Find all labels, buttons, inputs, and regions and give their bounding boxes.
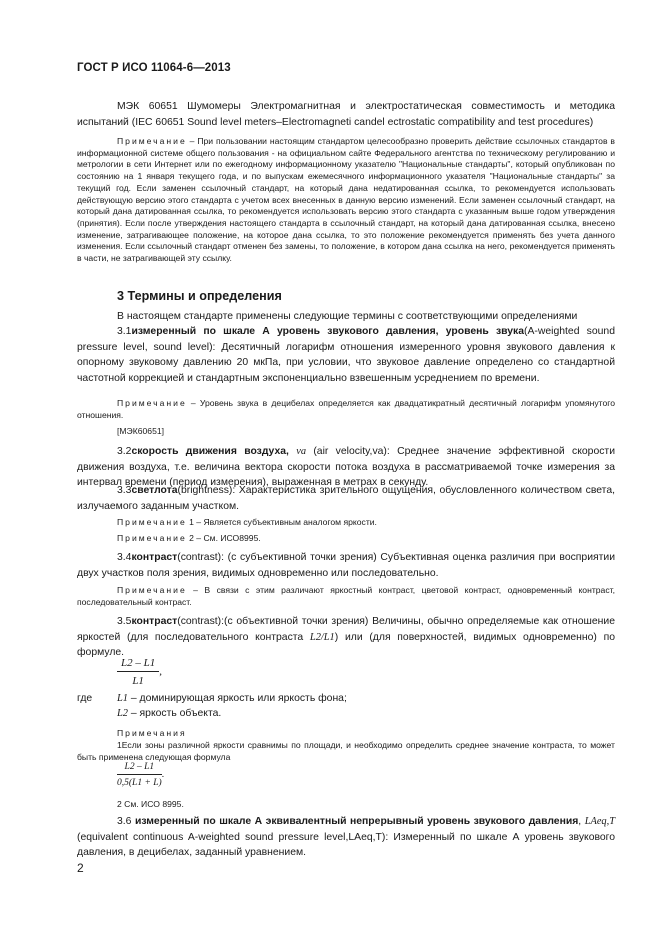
document-header: ГОСТ Р ИСО 11064-6—2013 bbox=[77, 62, 231, 74]
term-number: 3.3 bbox=[117, 485, 132, 496]
reference-mek-60651: МЭК 60651 Шумомеры Электромагнитная и электростатическая совместимость и методика испытаний (IEC 60651 Sound level meters–Electromagneti candel ectrostatic compatibility and test procedures) bbox=[77, 101, 615, 128]
term-3-1 bbox=[77, 324, 615, 386]
where-item-2 bbox=[117, 708, 221, 719]
symbol: L1 bbox=[117, 693, 128, 704]
term-3-5 bbox=[77, 614, 615, 661]
term-symbol: LAeq,T bbox=[584, 816, 615, 827]
ratio-symbol: L2/L1 bbox=[309, 631, 335, 643]
term-3-4 bbox=[77, 550, 615, 581]
term-3-6: 3.6 измеренный по шкале А эквивалентный непрерывный уровень звукового давления, LAeq,T (equivalent continuous A-weighted sound pressure level,LAeq,T): Измеренный по шкале А уровень звукового давления, в децибелах, заданный уравнением. bbox=[77, 816, 615, 859]
term-definition: (A-weighted sound pressure level, sound level): Десятичный логарифм отношения измеренного уровня звукового давления к опорному звуковому давлению 20 мкПа, при условии, что звуковое давление определено со стандартной частотной коррекцией и стандартным экспоненциально взвешенным усреднением по времени. bbox=[77, 326, 615, 384]
where-text: – яркость объекта. bbox=[127, 708, 222, 719]
term-definition-end: ) или (для поверхностей, видимых одновременно) по формуле. bbox=[77, 631, 615, 659]
fraction bbox=[117, 762, 165, 788]
term-name: скорость движения воздуха, bbox=[131, 446, 297, 457]
term-number: 3.5 bbox=[117, 616, 132, 627]
notes-item-1: 1Если зоны различной яркости сравнимы по площади, и необходимо определить среднее значение контраста, то может быть применена следующая формула bbox=[77, 740, 615, 762]
note-label: Примечание bbox=[117, 136, 187, 146]
term-definition: (equivalent continuous A-weighted sound pressure level,LAeq,T): Измеренный по шкале А уровень звукового давления, в децибелах, заданный уравнением. bbox=[77, 831, 615, 859]
note-text: 2 – См. ИСО8995. bbox=[186, 533, 261, 543]
note-label: Примечание bbox=[117, 398, 187, 408]
term-name: светлота bbox=[131, 485, 178, 496]
term-3-3-note-1 bbox=[77, 517, 615, 529]
notes-item-2: 2 См. ИСО 8995. bbox=[117, 799, 184, 809]
term-definition: (contrast):(с объективной точки зрения) Величины, обычно определяемые как отношение яркостей (для последовательного контраста bbox=[77, 616, 615, 643]
formula-numerator: L2 – L1 bbox=[117, 657, 159, 672]
section-intro: В настоящем стандарте применены следующие термины с соответствующими определениями bbox=[117, 311, 578, 322]
where-label: где bbox=[77, 693, 93, 704]
term-name: контраст bbox=[131, 552, 178, 563]
formula-denominator: 0,5(L1 + L) bbox=[117, 778, 162, 788]
term-3-4-note bbox=[77, 585, 615, 608]
notes-label: Примечания bbox=[117, 728, 187, 738]
note-text: 1 – Является субъективным аналогом яркости. bbox=[186, 517, 377, 527]
term-definition: (brightness): Характеристика зрительного ощущения, обусловленного количеством света, излучаемого заданным участком. bbox=[77, 485, 615, 512]
term-3-3-note-2 bbox=[77, 533, 615, 545]
term-3-1-source: [МЭК60651] bbox=[117, 426, 165, 436]
term-number: 3.6 bbox=[117, 816, 135, 827]
term-symbol: vа bbox=[296, 446, 307, 457]
term-number: 3.2 bbox=[117, 446, 132, 457]
note-text: – При пользовании настоящим стандартом целесообразно проверить действие ссылочных стандартов в информационной системе общего пользования - на официальном сайте Федерального агентства по техническому регулированию и метрологии в сети Интернет или по ежегодному информационному указателю "Национальные стандарты", который опубликован по состоянию на 1 января текущего года, и по выпускам ежемесячного информационного указателя "Национальные стандарты" за текущий год. Если заменен ссылочный стандарт, на который дана недатированная ссылка, то рекомендуется использовать действующую версию этого стандарта с учетом всех внесенных в данную версию изменений. Если заменен ссылочный стандарт, на который дана датированная ссылка, то рекомендуется использовать версию этого стандарта с указанным выше годом утверждения (принятия). Если после утверждения настоящего стандарта в ссылочный стандарт, на который дана датированная ссылка, внесено изменение, затрагивающее положение, на которое дана ссылка, то это положение рекомендуется применять без учета данного изменения. Если ссылочный стандарт отменен без замены, то положение, в котором дана ссылка на него, рекомендуется применять в части, не затрагивающей эту ссылку. bbox=[77, 136, 615, 264]
mean-contrast-formula: $\frac{L2 - L1}{0,5(L1 + L)}$ . bbox=[117, 762, 165, 788]
note-text: – В связи с этим различают яркостный контраст, цветовой контраст, одновременный контраст, последовательный контраст. bbox=[77, 585, 615, 607]
note-label: Примечание bbox=[117, 585, 187, 595]
term-number: 3.1 bbox=[117, 326, 132, 337]
term-definition: (contrast): (с субъективной точки зрения) Субъективная оценка различия при восприятии двух участков поля зрения, видимых одновременно или последовательно. bbox=[77, 552, 615, 579]
note-label: Примечание bbox=[117, 517, 187, 527]
formula-numerator: L2 – L1 bbox=[117, 762, 162, 775]
term-number: 3.4 bbox=[117, 552, 132, 563]
fraction bbox=[117, 657, 159, 687]
term-name: измеренный по шкале А эквивалентный непрерывный уровень звукового давления bbox=[134, 816, 579, 827]
reference-note bbox=[77, 136, 615, 265]
contrast-formula: $\frac{L2 - L1}{L1}$ , bbox=[117, 657, 162, 687]
symbol: L2 bbox=[117, 708, 128, 719]
note-label: Примечание bbox=[117, 533, 187, 543]
page-number: 2 bbox=[77, 861, 84, 875]
section-heading: 3 Термины и определения bbox=[117, 289, 282, 303]
term-name: контраст bbox=[131, 616, 178, 627]
term-3-1-note bbox=[77, 398, 615, 421]
where-text: – доминирующая яркость или яркость фона; bbox=[127, 693, 347, 704]
where-item-1 bbox=[117, 693, 347, 704]
term-name: измеренный по шкале А уровень звукового давления, уровень звука bbox=[131, 326, 525, 337]
term-definition: (air velocity,vа): Среднее значение эффективной скорости движения воздуха, т.е. величина вектора скорости потока воздуха в рассматриваемой точке измерения за интервал времени (период измерения), выраженная в метрах в секунду. bbox=[77, 446, 615, 489]
formula-denominator: L1 bbox=[132, 675, 144, 687]
note-text: – Уровень звука в децибелах определяется как двадцатикратный десятичный логарифм упомянутого отношения. bbox=[77, 398, 615, 420]
term-3-3 bbox=[77, 483, 615, 514]
